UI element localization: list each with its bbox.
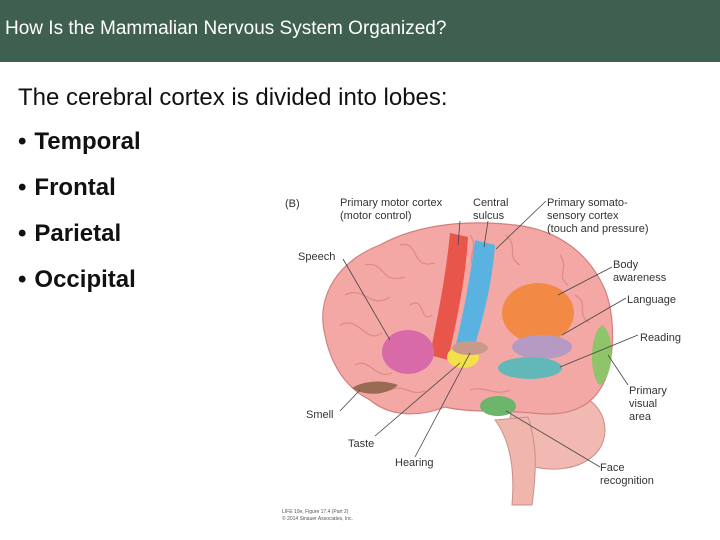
somatosensory-label-3: (touch and pressure) xyxy=(547,223,649,235)
body-awareness-label-sub: awareness xyxy=(613,272,667,284)
intro-text: The cerebral cortex is divided into lobes: xyxy=(18,84,448,111)
taste-label: Taste xyxy=(348,438,375,450)
speech-area xyxy=(382,330,434,374)
title-bar xyxy=(0,0,720,62)
figure-copyright: © 2014 Sinauer Associates, Inc. xyxy=(282,516,353,522)
language-area xyxy=(512,335,572,359)
lobe-list xyxy=(18,126,141,310)
list-item: • Frontal xyxy=(18,174,116,201)
hearing-label: Hearing xyxy=(395,457,434,469)
face-recognition-label: Face xyxy=(600,462,625,474)
smell-label: Smell xyxy=(306,409,334,421)
face-recognition-label-sub: recognition xyxy=(600,475,654,487)
somatosensory-label: Primary somato- xyxy=(547,197,628,209)
list-item-label: Parietal xyxy=(34,220,122,247)
reading-area xyxy=(498,357,562,379)
primary-motor-label: Primary motor cortex xyxy=(340,197,443,209)
list-item: • Parietal xyxy=(18,220,122,247)
list-item-label: Temporal xyxy=(34,128,141,155)
panel-label: (B) xyxy=(285,198,300,210)
language-label: Language xyxy=(627,294,676,306)
figure-credit: LIFE 10e, Figure 17.4 (Part 2) xyxy=(282,509,349,515)
somatosensory-label-2: sensory cortex xyxy=(547,210,619,222)
body-awareness-label: Body xyxy=(613,259,639,271)
list-item: • Temporal xyxy=(18,128,141,155)
visual-area-label-3: area xyxy=(629,411,652,423)
list-item-label: Frontal xyxy=(34,174,116,201)
hearing-area xyxy=(452,341,488,355)
brain-figure xyxy=(270,185,720,530)
central-sulcus-label-sub: sulcus xyxy=(473,210,505,222)
brainstem-shape xyxy=(495,417,535,505)
slide-title: How Is the Mammalian Nervous System Organized? xyxy=(5,18,447,39)
list-item-label: Occipital xyxy=(34,266,136,293)
list-item: • Occipital xyxy=(18,266,136,293)
visual-area-label-2: visual xyxy=(629,398,658,410)
primary-motor-label-sub: (motor control) xyxy=(340,210,412,222)
central-sulcus-label: Central xyxy=(473,197,509,209)
visual-area-label: Primary xyxy=(629,385,667,397)
brain-diagram xyxy=(270,185,720,530)
face-recognition-area xyxy=(480,396,516,416)
speech-label: Speech xyxy=(298,251,336,263)
reading-label: Reading xyxy=(640,332,681,344)
